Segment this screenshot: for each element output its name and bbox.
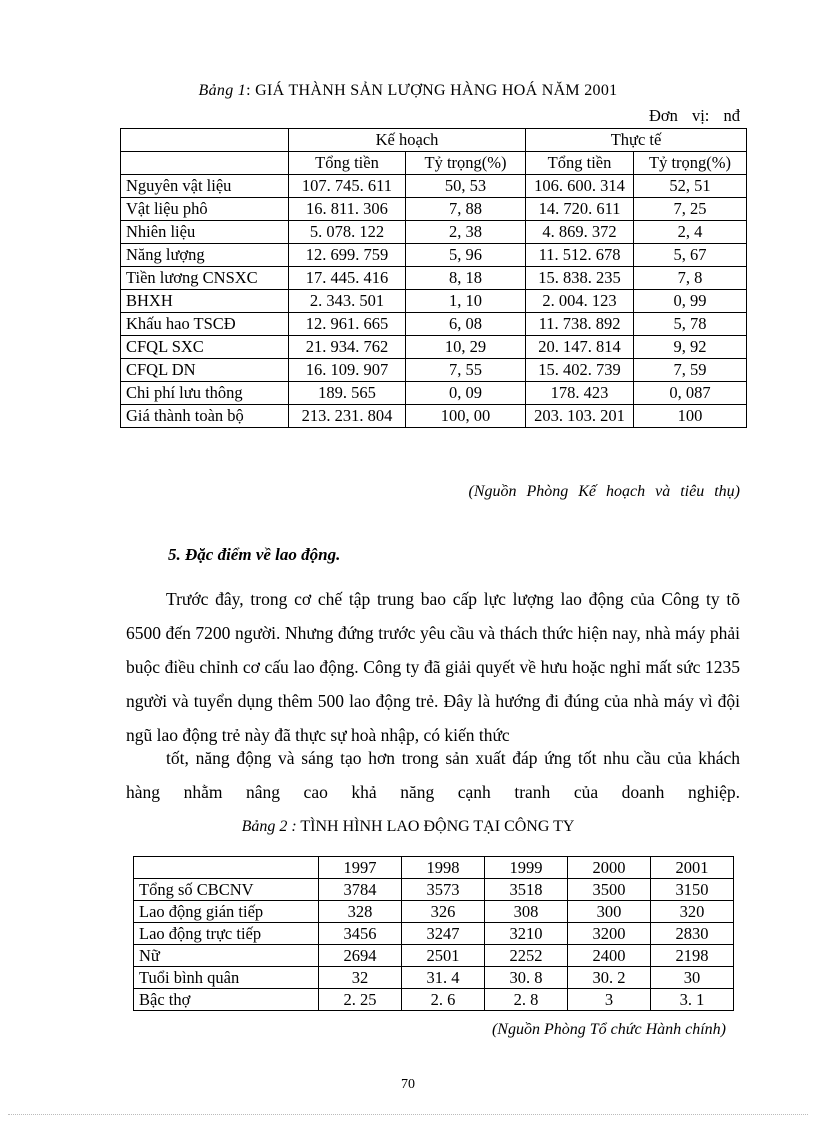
table2-row-cell: 3 [568, 989, 651, 1011]
table1-row-cell: 9, 92 [634, 336, 747, 359]
table1-row [121, 244, 747, 267]
table2-row-label: Tổng số CBCNV [134, 879, 319, 901]
table2-row-label: Lao động gián tiếp [134, 901, 319, 923]
table1-row-cell: 16. 109. 907 [289, 359, 406, 382]
table1-row-cell: 203. 103. 201 [526, 405, 634, 428]
table1-sub-header: Tổng tiền [526, 152, 634, 175]
table1-group-header-row [121, 129, 747, 152]
table1-row-cell: 7, 59 [634, 359, 747, 382]
table1-row-label: BHXH [121, 290, 289, 313]
table2-year-header: 1998 [402, 857, 485, 879]
table1-row-cell: 106. 600. 314 [526, 175, 634, 198]
table1-row-cell: 0, 087 [634, 382, 747, 405]
table1-row-cell: 178. 423 [526, 382, 634, 405]
table2-row-cell: 2. 25 [319, 989, 402, 1011]
table1-row-cell: 0, 09 [406, 382, 526, 405]
table2-row-cell: 2. 8 [485, 989, 568, 1011]
table1 [120, 128, 747, 428]
table2-row-cell: 326 [402, 901, 485, 923]
table1-row-cell: 7, 8 [634, 267, 747, 290]
table1-caption-text: : GIÁ THÀNH SẢN LƯỢNG HÀNG HOÁ NĂM 2001 [246, 82, 618, 99]
table1-row-label: Nguyên vật liệu [121, 175, 289, 198]
table2-year-header: 2000 [568, 857, 651, 879]
table1-row-label: CFQL SXC [121, 336, 289, 359]
table2-year-header: 1997 [319, 857, 402, 879]
table1-unit: Đơn vị: nđ [648, 106, 740, 125]
table1-row-cell: 0, 99 [634, 290, 747, 313]
table2-row-cell: 2400 [568, 945, 651, 967]
table1-row [121, 175, 747, 198]
table1-row-label: Chi phí lưu thông [121, 382, 289, 405]
table1-row-cell: 17. 445. 416 [289, 267, 406, 290]
table1-row-cell: 14. 720. 611 [526, 198, 634, 221]
table2-row-cell: 31. 4 [402, 967, 485, 989]
table2-row-cell: 2. 6 [402, 989, 485, 1011]
table1-row-cell: 52, 51 [634, 175, 747, 198]
table2-row-cell: 2694 [319, 945, 402, 967]
table2-row-cell: 30 [651, 967, 734, 989]
table1-row-label: CFQL DN [121, 359, 289, 382]
table2-year-header: 2001 [651, 857, 734, 879]
table1-row-cell: 7, 55 [406, 359, 526, 382]
table2-row-cell: 30. 8 [485, 967, 568, 989]
table1-source: (Nguồn Phòng Kế hoạch và tiêu thụ) [468, 483, 740, 500]
table2-caption-label: Bảng 2 : [241, 818, 297, 835]
table2-row-cell: 2501 [402, 945, 485, 967]
table1-row-cell: 2, 4 [634, 221, 747, 244]
page-number: 70 [401, 1077, 415, 1092]
paragraph-2: tốt, năng động và sáng tạo hơn trong sản xuất đáp ứng tốt nhu cầu của khách hàng nhằm nâng cao khả năng cạnh tranh của doanh nghiệp. [126, 748, 740, 802]
table1-row-cell: 12. 699. 759 [289, 244, 406, 267]
table1-row-label: Khấu hao TSCĐ [121, 313, 289, 336]
table1-row-label: Nhiên liệu [121, 221, 289, 244]
table2-row-label: Tuổi bình quân [134, 967, 319, 989]
table1-row [121, 313, 747, 336]
table1-row-cell: 10, 29 [406, 336, 526, 359]
section-heading: 5. Đặc điểm về lao động. [168, 545, 341, 564]
table2-row [134, 923, 734, 945]
table2-row [134, 989, 734, 1011]
table2-caption-text: TÌNH HÌNH LAO ĐỘNG TẠI CÔNG TY [300, 818, 575, 835]
table1-sub-header-row [121, 152, 747, 175]
table1-row-cell: 2. 004. 123 [526, 290, 634, 313]
table1-row-cell: 7, 88 [406, 198, 526, 221]
table2-year-header: 1999 [485, 857, 568, 879]
table2-row-label: Bậc thợ [134, 989, 319, 1011]
table1-row-label: Giá thành toàn bộ [121, 405, 289, 428]
table1-row-cell: 2. 343. 501 [289, 290, 406, 313]
table2-source: (Nguồn Phòng Tổ chức Hành chính) [491, 1021, 726, 1038]
table2-row-cell: 3500 [568, 879, 651, 901]
table1-row-cell: 100 [634, 405, 747, 428]
table2-row-cell: 3200 [568, 923, 651, 945]
table2-row-cell: 2830 [651, 923, 734, 945]
table1-row-cell: 5, 78 [634, 313, 747, 336]
table1-row [121, 382, 747, 405]
table2-row-label: Nữ [134, 945, 319, 967]
table1-row-cell: 16. 811. 306 [289, 198, 406, 221]
table1-sub-header: Tỷ trọng(%) [634, 152, 747, 175]
table1-group-actual: Thực tế [526, 129, 747, 152]
table2-row [134, 901, 734, 923]
table2-row-cell: 320 [651, 901, 734, 923]
table1-row-cell: 5, 67 [634, 244, 747, 267]
table2-caption [0, 818, 816, 836]
table1-row-cell: 15. 838. 235 [526, 267, 634, 290]
table1-corner-cell [121, 129, 289, 152]
table2-row-cell: 300 [568, 901, 651, 923]
table1-row-cell: 21. 934. 762 [289, 336, 406, 359]
page-bottom-divider [8, 1114, 808, 1115]
table2-row [134, 967, 734, 989]
table1-row-label: Vật liệu phô [121, 198, 289, 221]
table2-corner-cell [134, 857, 319, 879]
table2-row-cell: 2252 [485, 945, 568, 967]
table1-row-cell: 189. 565 [289, 382, 406, 405]
table2-row-cell: 328 [319, 901, 402, 923]
table2 [133, 856, 734, 1011]
paragraph-1: Trước đây, trong cơ chế tập trung bao cấp lực lượng lao động của Công ty tõ 6500 đến 7200 người. Nhưng đứng trước yêu cầu và thách thức hiện nay, nhà máy phải buộc điều chỉnh cơ cấu lao động. Công ty đã giải quyết về hưu hoặc nghỉ mất sức 1235 người và tuyển dụng thêm 500 lao động trẻ. Đây là hướng đi đúng của nhà máy vì đội ngũ lao động trẻ này đã thực sự hoà nhập, có kiến thức [126, 589, 740, 745]
table1-caption-label: Bảng 1 [198, 82, 247, 99]
table1-row-cell: 11. 512. 678 [526, 244, 634, 267]
table2-row-cell: 32 [319, 967, 402, 989]
table1-group-plan: Kế hoạch [289, 129, 526, 152]
table1-row-cell: 107. 745. 611 [289, 175, 406, 198]
table2-row-label: Lao động trực tiếp [134, 923, 319, 945]
table1-row-cell: 50, 53 [406, 175, 526, 198]
table2-row-cell: 3210 [485, 923, 568, 945]
table1-row-cell: 1, 10 [406, 290, 526, 313]
table1-row-cell: 7, 25 [634, 198, 747, 221]
table1-row [121, 336, 747, 359]
table1-row [121, 221, 747, 244]
table2-header-row [134, 857, 734, 879]
table1-row-cell: 20. 147. 814 [526, 336, 634, 359]
table1-sub-header: Tỷ trọng(%) [406, 152, 526, 175]
table2-row-cell: 30. 2 [568, 967, 651, 989]
table2-row-cell: 3247 [402, 923, 485, 945]
table2-row-cell: 3456 [319, 923, 402, 945]
table2-row-cell: 3573 [402, 879, 485, 901]
table1-row [121, 267, 747, 290]
table2-row [134, 879, 734, 901]
table1-row-cell: 2, 38 [406, 221, 526, 244]
table2-row-cell: 308 [485, 901, 568, 923]
table1-row-cell: 8, 18 [406, 267, 526, 290]
table1-row-cell: 5. 078. 122 [289, 221, 406, 244]
table1-row-cell: 5, 96 [406, 244, 526, 267]
table1-row [121, 198, 747, 221]
table1-row-label: Năng lượng [121, 244, 289, 267]
table2-row-cell: 3784 [319, 879, 402, 901]
table2-row-cell: 3150 [651, 879, 734, 901]
table2-row-cell: 3518 [485, 879, 568, 901]
table1-corner-cell [121, 152, 289, 175]
table1-row [121, 359, 747, 382]
table1-row-cell: 213. 231. 804 [289, 405, 406, 428]
table1-row-cell: 100, 00 [406, 405, 526, 428]
table1-row-cell: 12. 961. 665 [289, 313, 406, 336]
table2-row-cell: 3. 1 [651, 989, 734, 1011]
table1-caption [0, 82, 816, 100]
table1-row [121, 405, 747, 428]
table1-row-label: Tiền lương CNSXC [121, 267, 289, 290]
table1-row [121, 290, 747, 313]
table1-sub-header: Tổng tiền [289, 152, 406, 175]
table2-row-cell: 2198 [651, 945, 734, 967]
table1-row-cell: 6, 08 [406, 313, 526, 336]
table1-row-cell: 4. 869. 372 [526, 221, 634, 244]
table1-row-cell: 11. 738. 892 [526, 313, 634, 336]
table2-row [134, 945, 734, 967]
table1-row-cell: 15. 402. 739 [526, 359, 634, 382]
